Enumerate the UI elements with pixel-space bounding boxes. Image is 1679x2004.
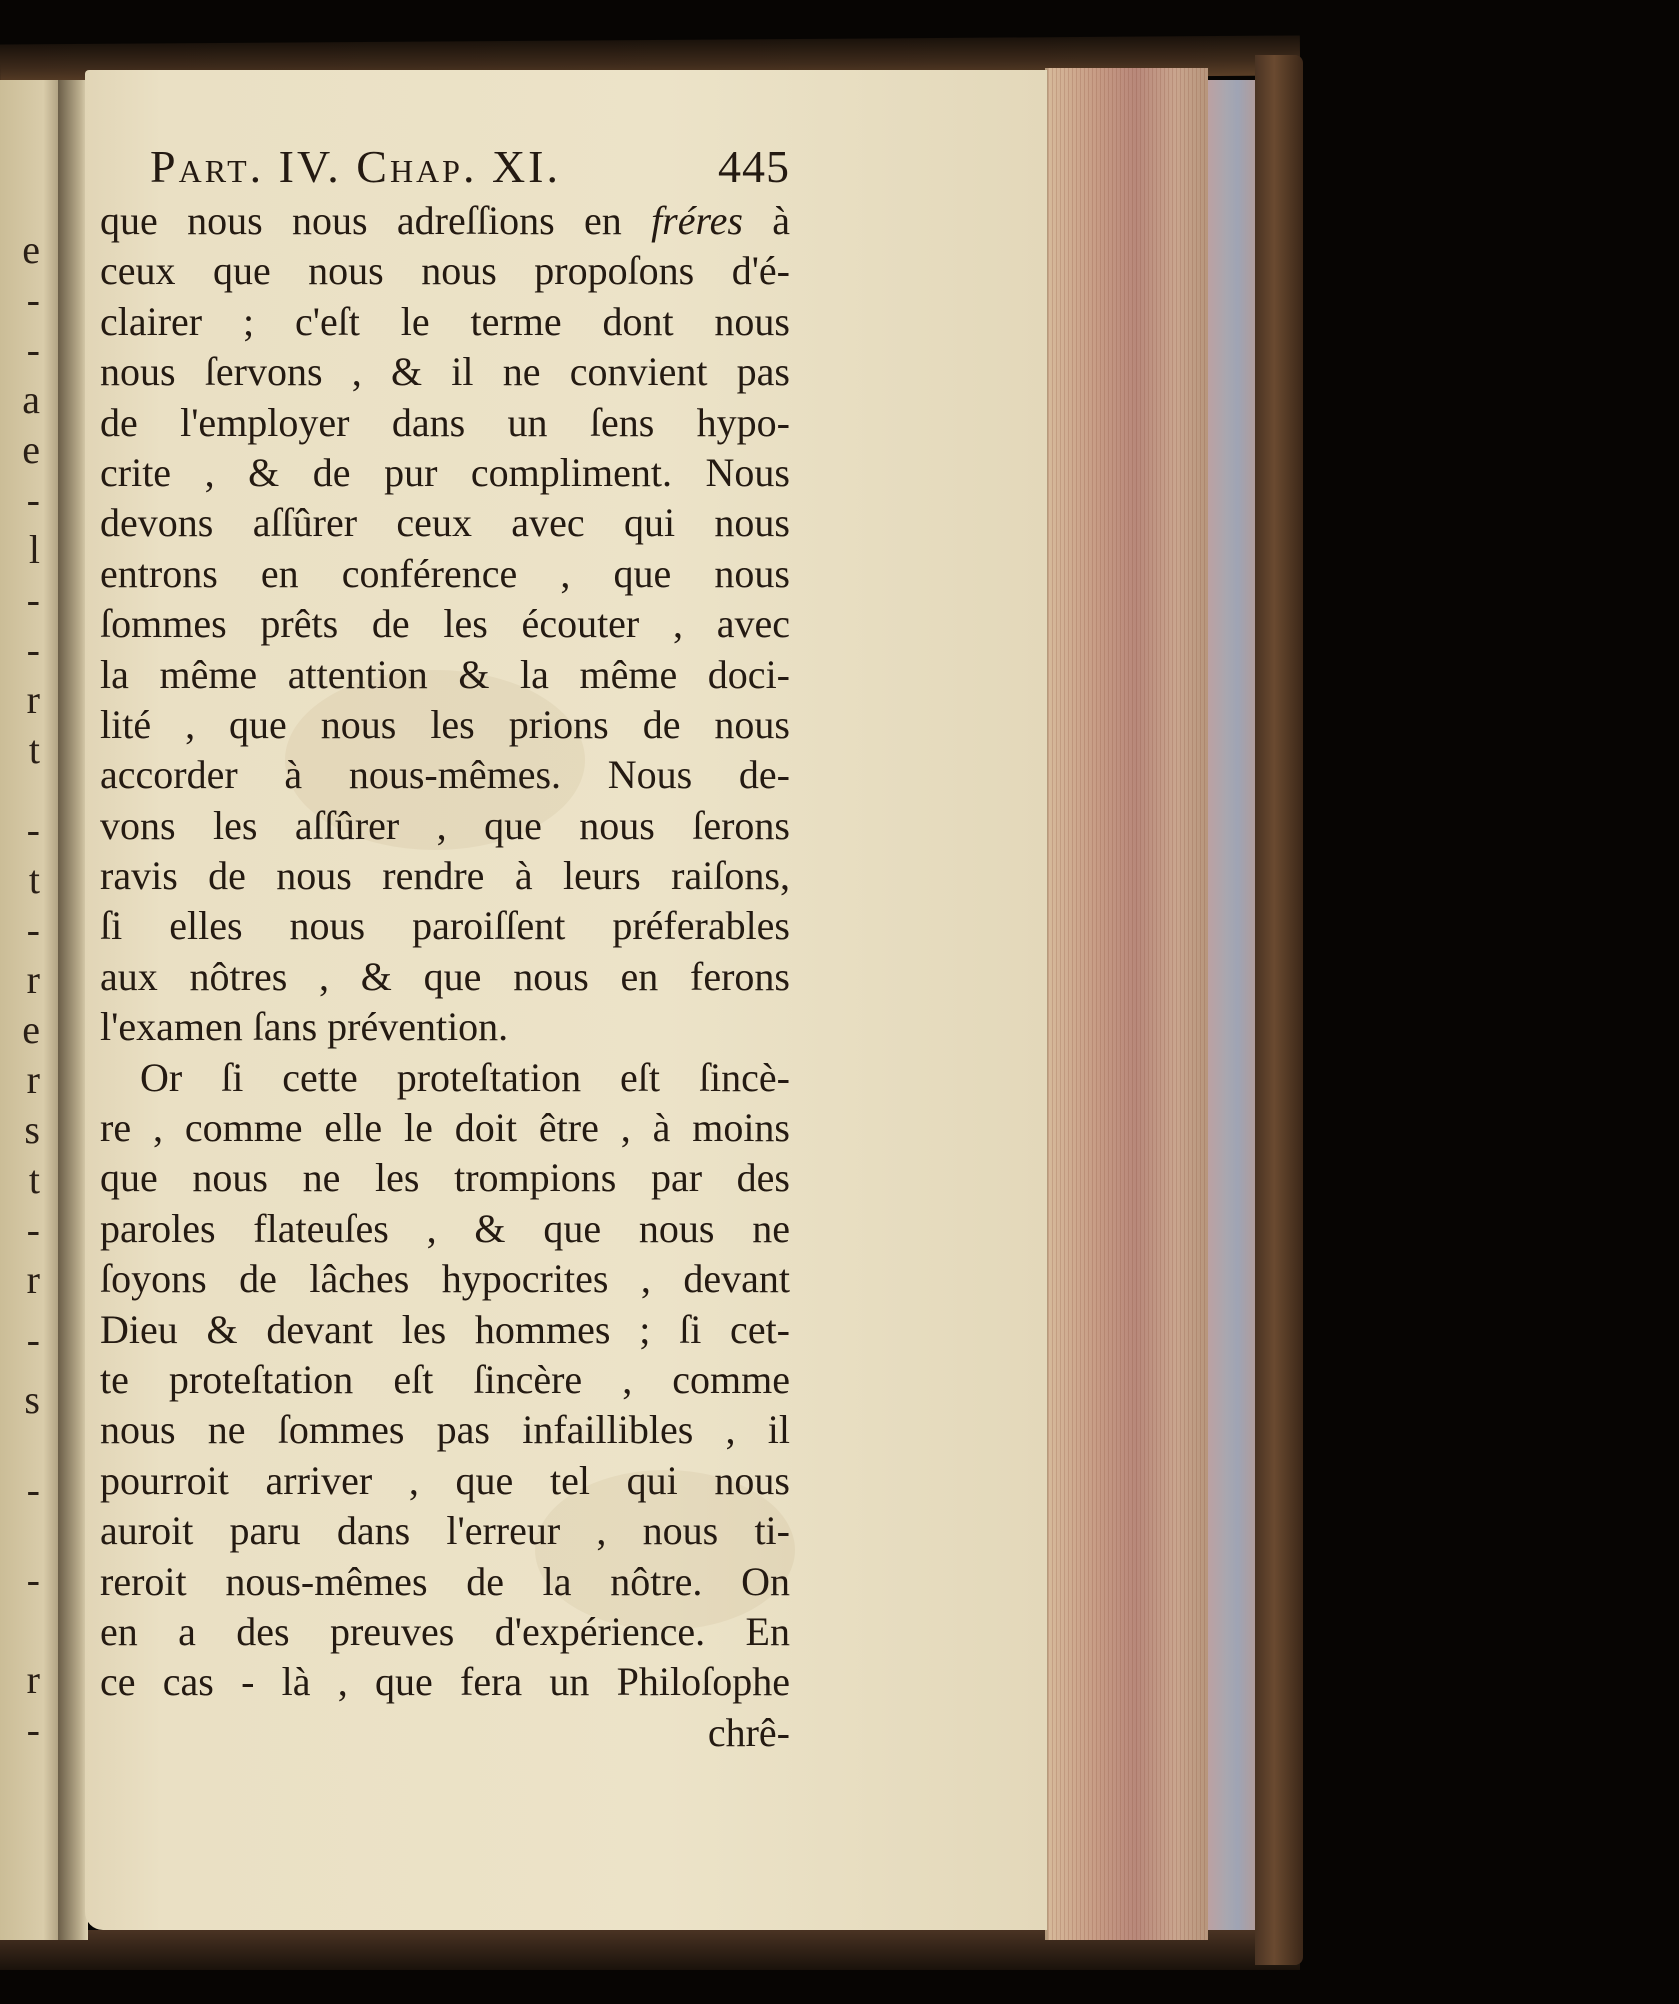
left-page-glyph: r [26,677,40,722]
text-line: lité , que nous les prions de nous [100,701,790,747]
text-line: aux nôtres , & que nous en ferons [100,953,790,999]
text-line: te proteſtation eſt ſincère , comme [100,1356,790,1402]
text-line: reroit nous-mêmes de la nôtre. On [100,1558,790,1604]
text-line: ſi elles nous paroiſſent préferables [100,903,790,949]
page-number: 445 [718,141,790,192]
left-page-glyph: t [28,727,40,772]
running-title: Part. IV. Chap. XI. [150,141,562,192]
left-page-glyph: - [26,1557,40,1602]
text-line: ceux que nous nous propoſons d'é- [100,248,790,294]
left-page-glyph: - [26,577,40,622]
left-page-glyph: e [22,427,40,472]
text-line: en a des preuves d'expérience. En [100,1608,790,1654]
italic-word: fréres [651,198,743,243]
left-page-glyph: - [26,807,40,852]
text-line [100,196,790,246]
left-page-glyph: e [22,1007,40,1052]
left-page-glyph: - [26,327,40,372]
left-page-glyph: - [26,1707,40,1752]
text-line: entrons en conférence , que nous [100,550,790,596]
text-line: pourroit arriver , que tel qui nous [100,1457,790,1503]
text-line: re , comme elle le doit être , à moins [100,1105,790,1151]
text-line-part: que nous nous adreſſions en [100,198,652,243]
left-page-glyph: - [26,477,40,522]
left-page-glyph: r [26,1057,40,1102]
left-page-glyph: s [24,1377,40,1422]
left-page-glyph: r [26,1657,40,1702]
text-line: Dieu & devant les hommes ; ſi cet- [100,1306,790,1352]
text-line: paroles flateuſes , & que nous ne [100,1205,790,1251]
text-line: ravis de nous rendre à leurs raiſons, [100,853,790,899]
left-page-glyph: a [22,377,40,422]
left-page-glyph: - [26,1317,40,1362]
page-stack-fore-edge [1045,68,1208,1940]
left-page-glyph: t [28,1157,40,1202]
text-line-part: à [742,198,790,243]
text-line: nous ſervons , & il ne convient pas [100,349,790,395]
left-page-glyph: - [26,907,40,952]
paragraph-last-line: l'examen ſans prévention. [100,1004,509,1050]
left-page-glyph: r [26,1257,40,1302]
text-line: ce cas - là , que fera un Philoſophe [100,1659,790,1705]
left-page-glyph: e [22,227,40,272]
text-line: clairer ; c'eſt le terme dont nous [100,298,790,344]
page-text-block [100,140,790,1758]
text-line: ſommes prêts de les écouter , avec [100,601,790,647]
text-line: nous ne ſommes pas infaillibles , il [100,1407,790,1453]
left-page-glyph: - [26,277,40,322]
text-line: vons les aſſûrer , que nous ſerons [100,802,790,848]
left-page-glyph: t [28,857,40,902]
left-page-glyph: r [26,957,40,1002]
left-page-glyph: - [26,627,40,672]
text-line: crite , & de pur compliment. Nous [100,449,790,495]
left-page-glyph: l [28,527,40,572]
page-gutter-shadow [58,80,88,1940]
left-page-glyph: - [26,1467,40,1512]
text-line: auroit paru dans l'erreur , nous ti- [100,1508,790,1554]
left-page-glyph: - [26,1207,40,1252]
text-line: la même attention & la même doci- [100,651,790,697]
text-line: que nous ne les trompions par des [100,1155,790,1201]
catchword: chrê- [707,1709,790,1755]
text-line: devons aſſûrer ceux avec qui nous [100,500,790,546]
book-cover-fore-edge [1205,80,1260,1930]
running-header [100,140,790,196]
book-cover-right-edge [1255,55,1303,1965]
text-line: ſoyons de lâches hypocrites , devant [100,1256,790,1302]
left-page-glyph: s [24,1107,40,1152]
text-line: de l'employer dans un ſens hypo- [100,399,790,445]
paragraph-first-line: Or ſi cette proteſtation eſt ſincè- [140,1054,790,1100]
text-line: accorder à nous-mêmes. Nous de- [100,752,790,798]
previous-page-fragment [0,80,62,1940]
